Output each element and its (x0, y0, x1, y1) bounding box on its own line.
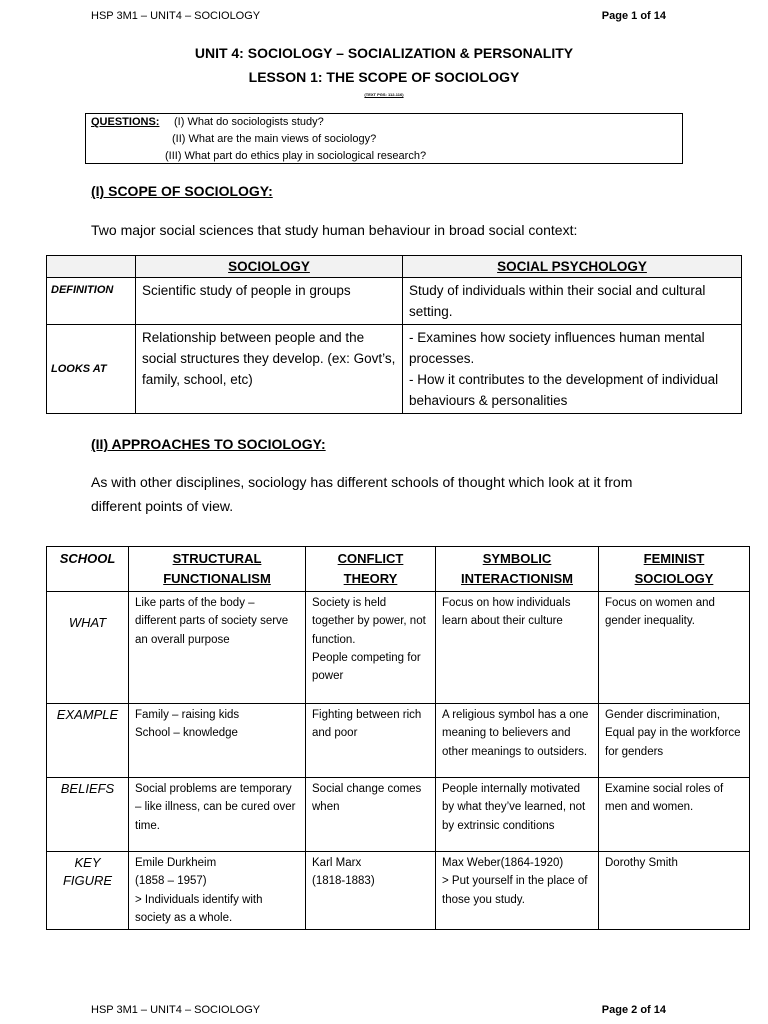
table-cell: Scientific study of people in groups (136, 278, 403, 325)
comparison-table (46, 255, 742, 414)
page-number: Page 1 of 14 (601, 10, 666, 22)
table-header-row (47, 256, 742, 278)
table-row (47, 778, 750, 852)
table-cell: Focus on how individuals learn about their culture (436, 592, 599, 704)
table-header-empty (47, 256, 136, 278)
table-cell: Max Weber(1864-1920) > Put yourself in the place of those you study. (436, 852, 599, 930)
questions-label: QUESTIONS: (91, 116, 160, 128)
table-row (47, 278, 742, 325)
next-page-number: Page 2 of 14 (601, 1004, 666, 1016)
table-cell: Society is held together by power, not function. People competing for power (306, 592, 436, 704)
table-cell: Social problems are temporary – like illness, can be cured over time. (129, 778, 306, 852)
table-cell: Fighting between rich and poor (306, 704, 436, 778)
table-header-feminist-sociology: FEMINIST SOCIOLOGY (599, 547, 750, 592)
table-header-sociology: SOCIOLOGY (136, 256, 403, 278)
table-cell: Examine social roles of men and women. (599, 778, 750, 852)
table-header-symbolic-interactionism: SYMBOLIC INTERACTIONISM (436, 547, 599, 592)
table-cell: Focus on women and gender inequality. (599, 592, 750, 704)
table-row (47, 592, 750, 704)
row-label: DEFINITION (47, 278, 136, 325)
page-footer-left: HSP 3M1 – UNIT4 – SOCIOLOGY (91, 1004, 261, 1016)
page-header-left: HSP 3M1 – UNIT4 – SOCIOLOGY (91, 10, 261, 22)
question-3: (III) What part do ethics play in sociological research? (165, 150, 427, 162)
row-label: KEY FIGURE (47, 852, 129, 930)
question-1: (I) What do sociologists study? (174, 116, 324, 128)
table-cell: People internally motivated by what they’ve learned, not by extrinsic conditions (436, 778, 599, 852)
table-row (47, 852, 750, 930)
row-label: EXAMPLE (47, 704, 129, 778)
section-intro-approaches: As with other disciplines, sociology has different schools of thought which look at it from different points of view. (91, 474, 633, 514)
table-cell: Gender discrimination, Equal pay in the workforce for genders (599, 704, 750, 778)
table-cell: Social change comes when (306, 778, 436, 852)
table-header-school: SCHOOL (47, 547, 129, 592)
table-header-structural-functionalism: STRUCTURAL FUNCTIONALISM (129, 547, 306, 592)
table-header-row (47, 547, 750, 592)
table-row (47, 704, 750, 778)
table-cell: Karl Marx (1818-1883) (306, 852, 436, 930)
row-label: WHAT (47, 592, 129, 704)
section-intro-scope: Two major social sciences that study human behaviour in broad social context: (91, 222, 578, 238)
row-label: LOOKS AT (47, 325, 136, 414)
section-heading-approaches: (II) APPROACHES TO SOCIOLOGY: (91, 436, 326, 452)
unit-title: UNIT 4: SOCIOLOGY – SOCIALIZATION & PERSONALITY (194, 45, 574, 61)
table-cell: A religious symbol has a one meaning to believers and other meanings to outsiders. (436, 704, 599, 778)
table-cell: Study of individuals within their social and cultural setting. (403, 278, 742, 325)
table-cell: Like parts of the body – different parts of society serve an overall purpose (129, 592, 306, 704)
table-header-conflict-theory: CONFLICT THEORY (306, 547, 436, 592)
table-header-social-psychology: SOCIAL PSYCHOLOGY (403, 256, 742, 278)
schools-table (46, 546, 750, 930)
table-cell: Dorothy Smith (599, 852, 750, 930)
text-page-reference: (TEXT PGS: 112-116) (364, 92, 404, 97)
row-label: BELIEFS (47, 778, 129, 852)
table-row (47, 325, 742, 414)
table-cell: - Examines how society influences human mental processes. - How it contributes to the development of individual behaviours & personalities (403, 325, 742, 414)
table-cell: Relationship between people and the social structures they develop. (ex: Govt’s, family, school, etc) (136, 325, 403, 414)
table-cell: Family – raising kids School – knowledge (129, 704, 306, 778)
questions-box (85, 113, 683, 164)
lesson-title: LESSON 1: THE SCOPE OF SOCIOLOGY (248, 69, 520, 85)
section-heading-scope: (I) SCOPE OF SOCIOLOGY: (91, 183, 273, 199)
table-cell: Emile Durkheim (1858 – 1957) > Individuals identify with society as a whole. (129, 852, 306, 930)
question-2: (II) What are the main views of sociology? (172, 133, 377, 145)
